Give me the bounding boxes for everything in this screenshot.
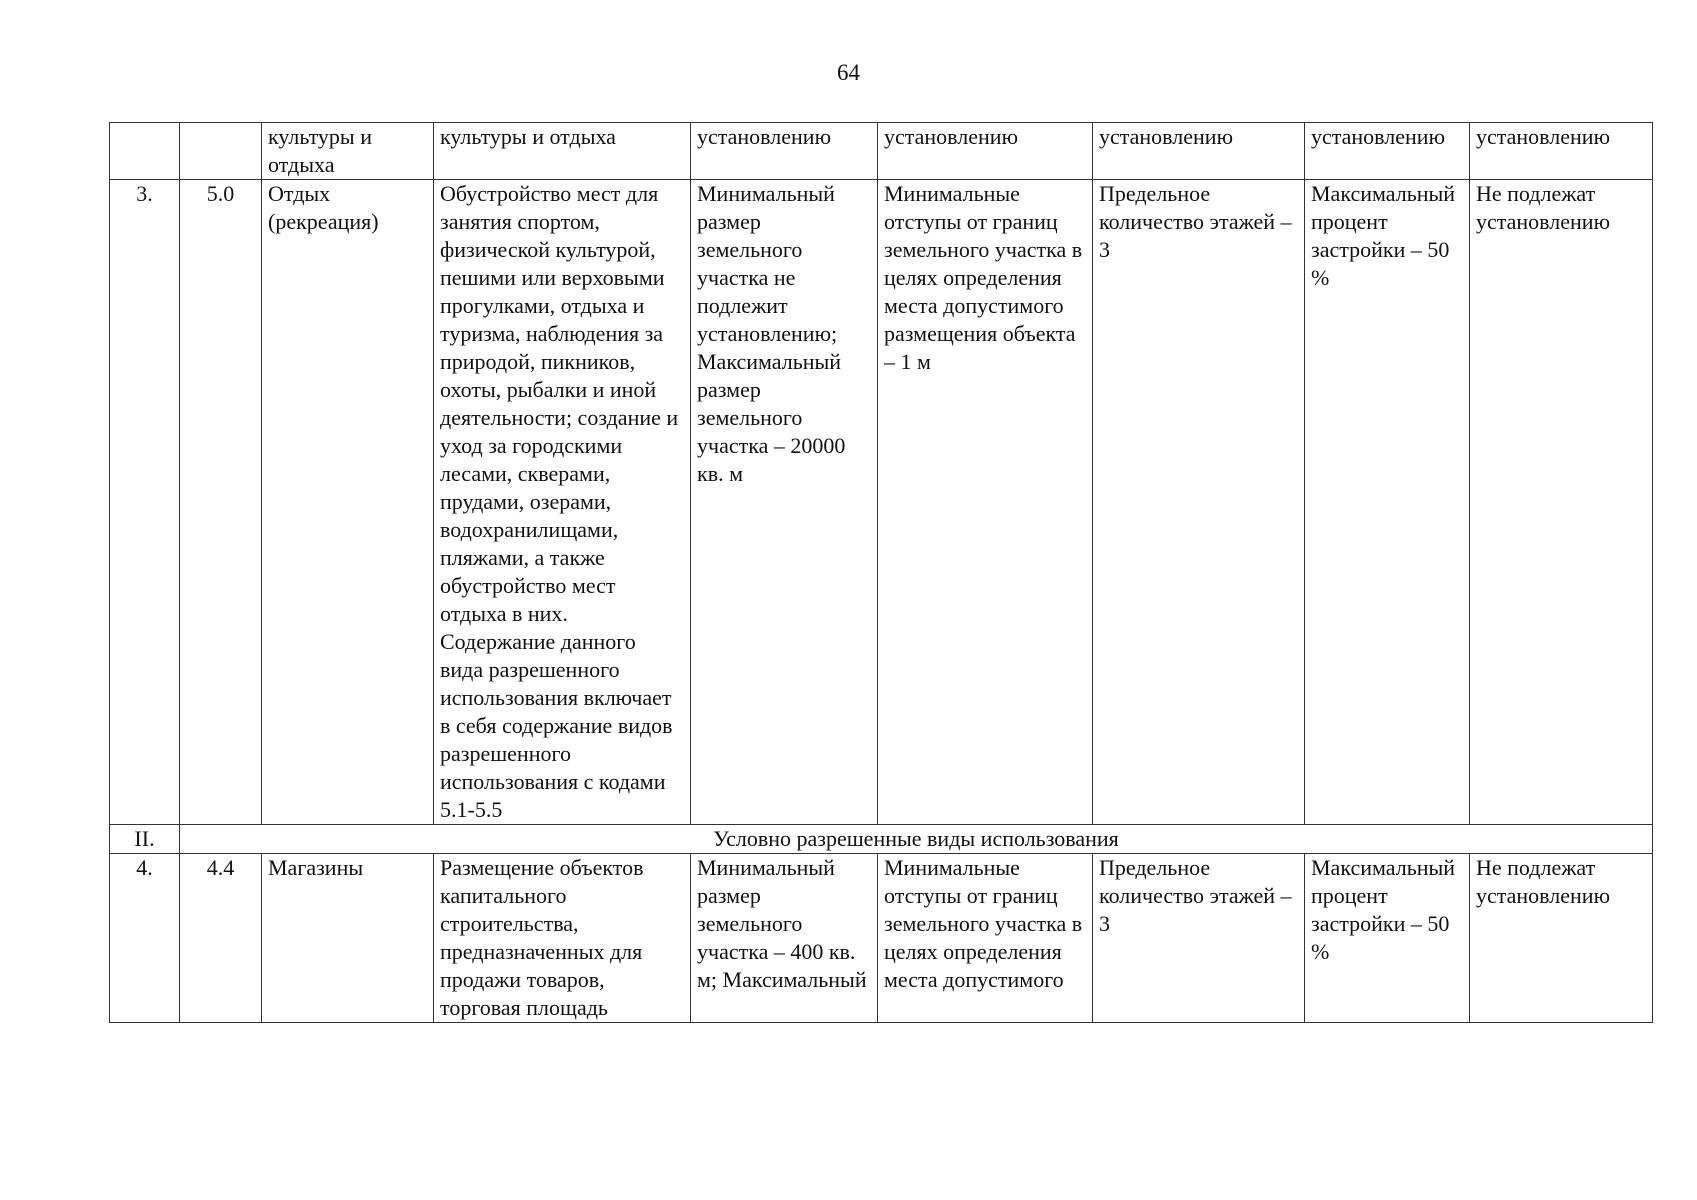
land-use-table-wrapper (109, 122, 1652, 1023)
cell-code: 4.4 (180, 854, 262, 1023)
section-title: Условно разрешенные виды использования (180, 825, 1653, 854)
cell-other: Не подлежат установлению (1470, 854, 1653, 1023)
cell-number: 3. (110, 180, 180, 825)
section-number: II. (110, 825, 180, 854)
cell-number: 4. (110, 854, 180, 1023)
cell-use-description: Размещение объектов капитального строительства, предназначенных для продажи товаров, торговая площадь (434, 854, 691, 1023)
page-number: 64 (837, 60, 860, 85)
cell-floors: Предельное количество этажей – 3 (1093, 180, 1305, 825)
cell-other: Не подлежат установлению (1470, 180, 1653, 825)
cell-use-name: культуры и отдыха (262, 123, 434, 180)
table-row-4 (110, 854, 1653, 1023)
cell-coverage: Максимальный процент застройки – 50 % (1305, 180, 1470, 825)
cell-setbacks: Минимальные отступы от границ земельного участка в целях определения места допустимого (878, 854, 1093, 1023)
table-row-continuation (110, 123, 1653, 180)
cell-plot-size: Минимальный размер земельного участка – 400 кв. м; Максимальный (691, 854, 878, 1023)
cell-plot-size: Минимальный размер земельного участка не подлежит установлению; Максимальный размер земельного участка – 20000 кв. м (691, 180, 878, 825)
cell-floors: Предельное количество этажей – 3 (1093, 854, 1305, 1023)
cell-use-name: Магазины (262, 854, 434, 1023)
cell-floors: установлению (1093, 123, 1305, 180)
table-row-section-2 (110, 825, 1653, 854)
cell-number (110, 123, 180, 180)
cell-use-description: Обустройство мест для занятия спортом, физической культурой, пешими или верховыми прогулками, отдыха и туризма, наблюдения за природой, пикников, охоты, рыбалки и иной деятельности; создание и уход за городскими лесами, скверами, прудами, озерами, водохранилищами, пляжами, а также обустройство мест отдыха в них. Содержание данного вида разрешенного использования включает в себя содержание видов разрешенного использования с кодами 5.1-5.5 (434, 180, 691, 825)
land-use-table (109, 122, 1653, 1023)
cell-use-description: культуры и отдыха (434, 123, 691, 180)
cell-setbacks: установлению (878, 123, 1093, 180)
cell-code: 5.0 (180, 180, 262, 825)
table-row-3 (110, 180, 1653, 825)
cell-plot-size: установлению (691, 123, 878, 180)
cell-use-name: Отдых (рекреация) (262, 180, 434, 825)
cell-code (180, 123, 262, 180)
cell-coverage: установлению (1305, 123, 1470, 180)
cell-setbacks: Минимальные отступы от границ земельного участка в целях определения места допустимого размещения объекта – 1 м (878, 180, 1093, 825)
cell-other: установлению (1470, 123, 1653, 180)
cell-coverage: Максимальный процент застройки – 50 % (1305, 854, 1470, 1023)
